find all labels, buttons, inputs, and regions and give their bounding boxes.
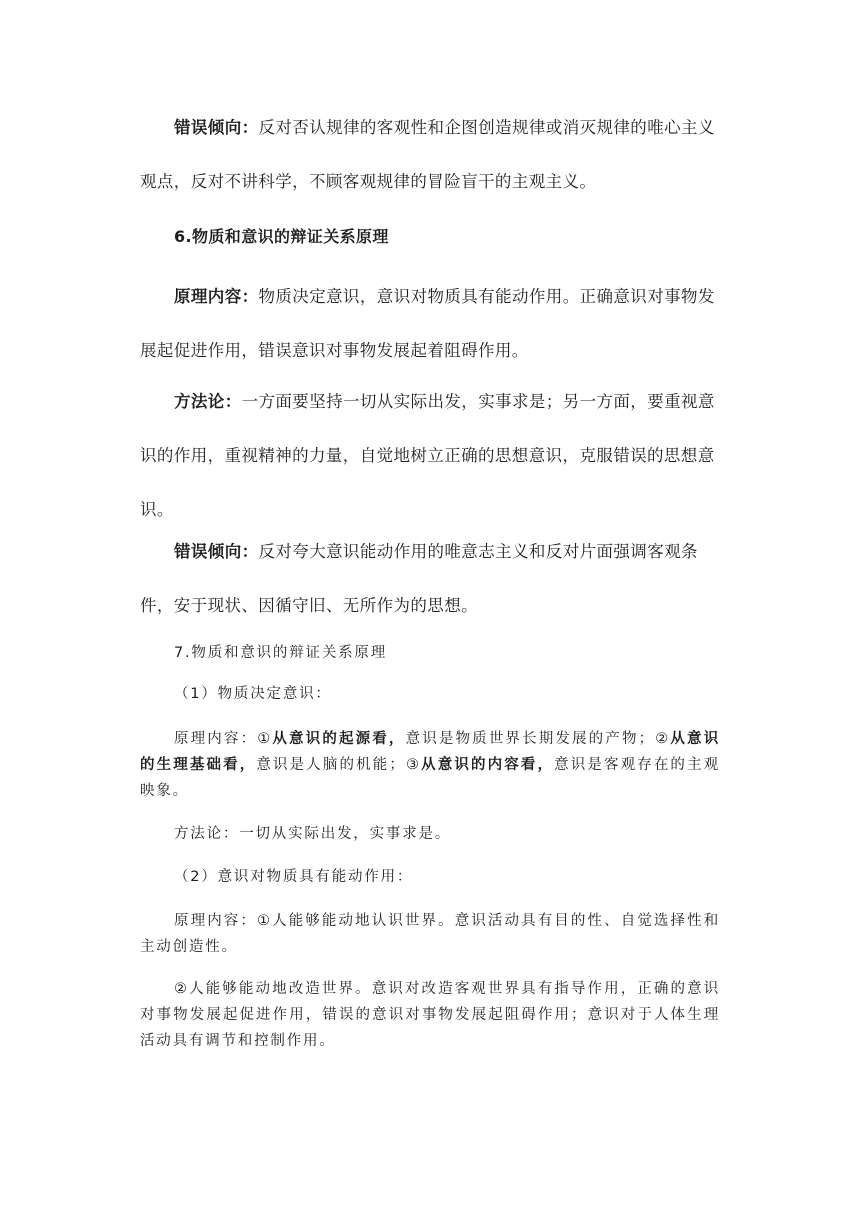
principle-text: 物质决定意识，意识对物质具有能动作用。正确意识对事物发展起促进作用，错误意识对事物发展起着阻碍作用。 — [140, 287, 715, 360]
methodology-label: 方法论： — [174, 392, 242, 411]
point-2-text: 意识是人脑的机能； — [256, 757, 406, 773]
point-3-bold: 从意识的内容看， — [421, 757, 555, 773]
subsection-2-principle-label: 原理内容： — [174, 913, 257, 929]
error-tendency-label-2: 错误倾向： — [174, 542, 259, 561]
point-3-text: 意识是客观存在的主观映象。 — [140, 757, 720, 799]
error-tendency-text-2: 反对夸大意识能动作用的唯意志主义和反对片面强调客观条件，安于现状、因循守旧、无所作为的思想。 — [140, 542, 698, 615]
subsection-1-heading: （1）物质决定意识： — [174, 686, 332, 702]
error-tendency-paragraph-2 — [140, 525, 720, 633]
subsection-2-principle-text: ①人能够能动地认识世界。意识活动具有目的性、自觉选择性和主动创造性。 — [140, 913, 720, 955]
section-6-heading: 6.物质和意识的辩证关系原理 — [174, 227, 389, 246]
subsection-1-principle — [140, 726, 720, 804]
methodology-text: 一方面要坚持一切从实际出发，实事求是；另一方面，要重视意识的作用，重视精神的力量，自觉地树立正确的思想意识，克服错误的思想意识。 — [140, 392, 715, 519]
error-tendency-label: 错误倾向： — [174, 118, 259, 137]
error-tendency-paragraph — [140, 101, 720, 209]
subsection-1-methodology-text: 一切从实际出发，实事求是。 — [239, 826, 452, 842]
point-2-bold: 从意识的生理基础看， — [140, 731, 720, 773]
point-1-text: 意识是物质世界长期发展的产物； — [405, 731, 655, 747]
principle-label: 原理内容： — [174, 287, 259, 306]
subsection-1-methodology-label: 方法论： — [174, 826, 240, 842]
point-1-marker: ① — [257, 731, 273, 747]
subsection-2-heading: （2）意识对物质具有能动作用： — [174, 869, 414, 885]
subsection-2-paragraph-2: ②人能够能动地改造世界。意识对改造客观世界具有指导作用，正确的意识对事物发展起促进作用，错误的意识对事物发展起阻碍作用；意识对于人体生理活动具有调节和控制作用。 — [140, 981, 720, 1049]
section-7-heading: 7.物质和意识的辩证关系原理 — [174, 645, 388, 661]
point-1-bold: 从意识的起源看， — [272, 731, 406, 747]
point-2-marker: ② — [654, 731, 671, 747]
subsection-1-methodology — [140, 821, 720, 847]
error-tendency-text: 反对否认规律的客观性和企图创造规律或消灭规律的唯心主义观点，反对不讲科学，不顾客观规律的冒险盲干的主观主义。 — [140, 118, 715, 191]
principle-paragraph — [140, 270, 720, 378]
methodology-paragraph — [140, 375, 720, 537]
subsection-1-principle-label: 原理内容： — [174, 731, 258, 747]
point-3-marker: ③ — [405, 757, 422, 773]
subsection-2-principle — [140, 908, 720, 960]
